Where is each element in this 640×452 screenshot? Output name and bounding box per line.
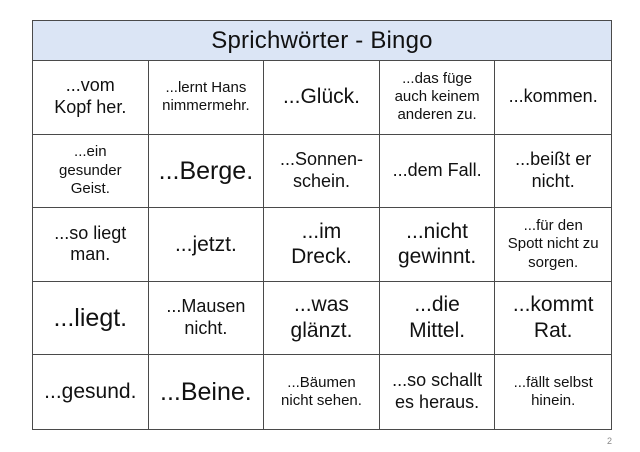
bingo-cell: ...Mausen nicht. [149, 282, 265, 356]
bingo-cell: ...lernt Hans nimmermehr. [149, 61, 265, 135]
bingo-cell: ...was glänzt. [264, 282, 380, 356]
bingo-cell: ...kommt Rat. [495, 282, 611, 356]
bingo-cell: ...für den Spott nicht zu sorgen. [495, 208, 611, 282]
bingo-cell: ...gesund. [33, 355, 149, 429]
bingo-cell: ...jetzt. [149, 208, 265, 282]
bingo-cell: ...das füge auch keinem anderen zu. [380, 61, 496, 135]
bingo-cell: ...ein gesunder Geist. [33, 135, 149, 209]
bingo-cell: ...Bäumen nicht sehen. [264, 355, 380, 429]
bingo-cell: ...kommen. [495, 61, 611, 135]
bingo-cell: ...im Dreck. [264, 208, 380, 282]
bingo-grid [33, 61, 611, 429]
bingo-cell: ...Beine. [149, 355, 265, 429]
page-title: Sprichwörter - Bingo [211, 26, 433, 54]
bingo-cell: ...vom Kopf her. [33, 61, 149, 135]
bingo-cell: ...Berge. [149, 135, 265, 209]
bingo-cell: ...liegt. [33, 282, 149, 356]
title-bar [33, 21, 611, 61]
bingo-card [32, 20, 612, 430]
bingo-cell: ...fällt selbst hinein. [513, 373, 593, 410]
bingo-cell: ...so liegt man. [33, 208, 149, 282]
bingo-cell: ...Sonnen- schein. [264, 135, 380, 209]
bingo-cell: ...beißt er nicht. [495, 135, 611, 209]
bingo-cell: ...dem Fall. [380, 135, 496, 209]
bingo-cell: ...Glück. [264, 61, 380, 135]
bingo-cell: ...nicht gewinnt. [380, 208, 496, 282]
bingo-cell: ...die Mittel. [380, 282, 496, 356]
bingo-cell: ...so schallt es heraus. [380, 355, 496, 429]
page-number: 2 [606, 436, 612, 446]
